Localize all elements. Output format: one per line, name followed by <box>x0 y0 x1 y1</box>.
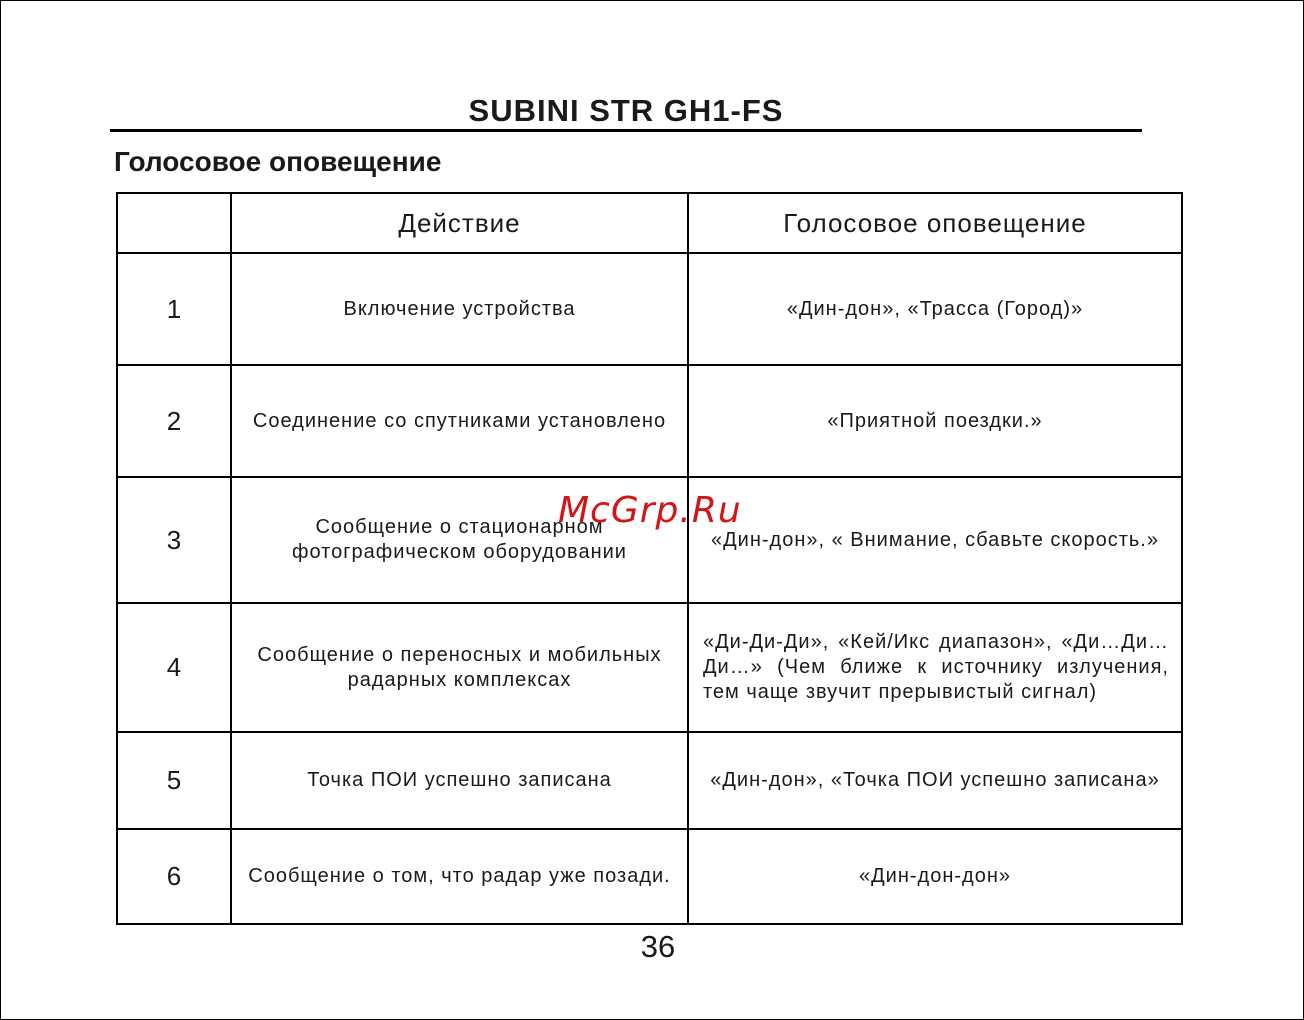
row-action: Включение устройства <box>231 253 688 365</box>
column-header-number <box>117 193 231 253</box>
voice-alerts-table <box>116 192 1183 925</box>
row-voice: «Дин-дон-дон» <box>688 829 1182 924</box>
row-number: 2 <box>117 365 231 477</box>
row-action: Соединение со спутниками установлено <box>231 365 688 477</box>
table-row <box>117 365 1182 477</box>
row-number: 6 <box>117 829 231 924</box>
row-number: 4 <box>117 603 231 732</box>
page-number: 36 <box>640 929 676 964</box>
row-action: Сообщение о переносных и мобильных радарных комплексах <box>231 603 688 732</box>
title-divider <box>110 129 1142 132</box>
row-number: 5 <box>117 732 231 829</box>
watermark: McGrp.Ru <box>558 490 742 531</box>
section-title: Голосовое оповещение <box>114 146 442 177</box>
table-row <box>117 253 1182 365</box>
row-voice: «Дин-дон», « Внимание, сбавьте скорость.» <box>688 477 1182 603</box>
row-action: Сообщение о стационарном фотографическом оборудовании <box>231 477 688 603</box>
table-row <box>117 829 1182 924</box>
row-voice: «Дин-дон», «Трасса (Город)» <box>688 253 1182 365</box>
document-title: SUBINI STR GH1-FS <box>468 93 784 128</box>
column-header-action: Действие <box>231 193 688 253</box>
table-row <box>117 732 1182 829</box>
row-number: 3 <box>117 477 231 603</box>
row-action: Сообщение о том, что радар уже позади. <box>231 829 688 924</box>
row-voice: «Дин-дон», «Точка ПОИ успешно записана» <box>688 732 1182 829</box>
table-header-row <box>117 193 1182 253</box>
table-row <box>117 603 1182 732</box>
column-header-voice: Голосовое оповещение <box>688 193 1182 253</box>
row-voice: «Приятной поездки.» <box>688 365 1182 477</box>
row-action: Точка ПОИ успешно записана <box>231 732 688 829</box>
row-number: 1 <box>117 253 231 365</box>
row-voice: «Ди-Ди-Ди», «Кей/Икс диапазон», «Ди…Ди…Ди…» (Чем ближе к источнику излучения, тем чаще звучит прерывистый сигнал) <box>688 603 1182 732</box>
